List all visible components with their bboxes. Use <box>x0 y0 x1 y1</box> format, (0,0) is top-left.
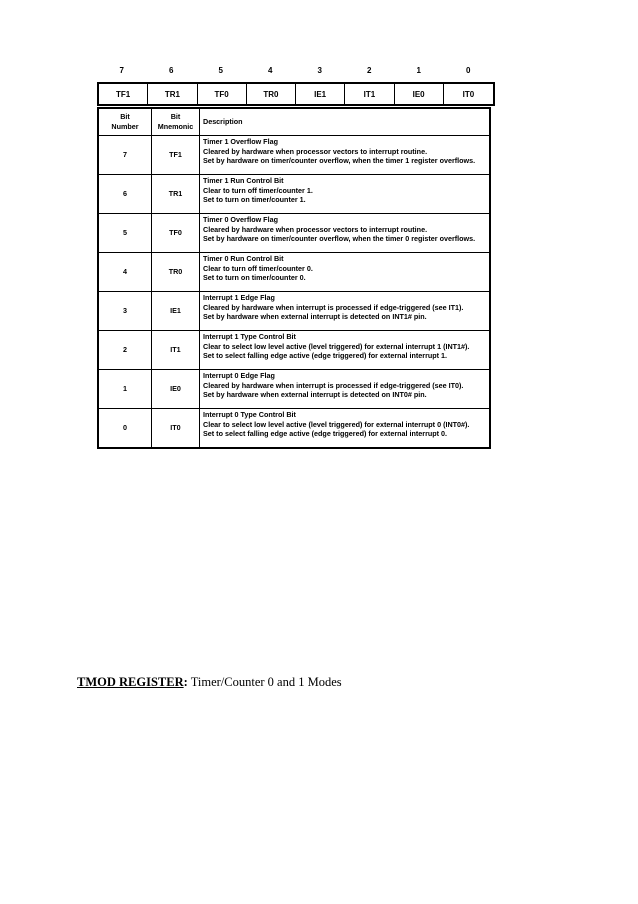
description-line: Cleared by hardware when processor vectors to interrupt routine. <box>203 146 428 156</box>
row-description <box>200 409 491 449</box>
description-title: Interrupt 1 Edge Flag <box>203 293 275 302</box>
bit-number: 7 <box>119 66 124 75</box>
bit-number: 5 <box>218 66 223 75</box>
row-bit-mnemonic: IE0 <box>152 370 200 409</box>
description-title: Timer 1 Run Control Bit <box>203 176 284 185</box>
row-description <box>200 292 491 331</box>
row-bit-mnemonic: TR1 <box>152 175 200 214</box>
bit-name-cell: IE0 <box>395 84 444 104</box>
description-title: Interrupt 1 Type Control Bit <box>203 332 296 341</box>
header-description: Description <box>200 108 491 136</box>
bit-number: 1 <box>416 66 421 75</box>
description-line: Cleared by hardware when processor vectors to interrupt routine. <box>203 224 428 234</box>
row-bit-number: 6 <box>98 175 152 214</box>
description-line: Set to turn on timer/counter 0. <box>203 273 306 283</box>
row-bit-number: 5 <box>98 214 152 253</box>
table-row <box>98 136 490 175</box>
description-line: Clear to select low level active (level triggered) for external interrupt 0 (INT0#). <box>203 419 470 429</box>
description-line: Clear to turn off timer/counter 0. <box>203 263 313 273</box>
row-description <box>200 214 491 253</box>
table-row <box>98 292 490 331</box>
tmod-register-heading <box>77 675 342 690</box>
table-row <box>98 214 490 253</box>
description-line: Set by hardware when external interrupt is detected on INT0# pin. <box>203 390 427 400</box>
bit-name-cell: TF1 <box>99 84 148 104</box>
row-bit-number: 0 <box>98 409 152 449</box>
row-bit-number: 7 <box>98 136 152 175</box>
row-bit-mnemonic: TF0 <box>152 214 200 253</box>
row-bit-number: 3 <box>98 292 152 331</box>
description-title: Interrupt 0 Type Control Bit <box>203 410 296 419</box>
table-row <box>98 409 490 449</box>
bit-name-cell: IT0 <box>462 89 475 99</box>
table-row <box>98 175 490 214</box>
description-line: Set by hardware on timer/counter overflow, when the timer 1 register overflows. <box>203 156 476 166</box>
description-line: Set to turn on timer/counter 1. <box>203 195 306 205</box>
tmod-label: TMOD REGISTER <box>77 675 184 689</box>
bit-name-cell: IT1 <box>345 84 394 104</box>
description-line: Set to select falling edge active (edge triggered) for external interrupt 1. <box>203 351 448 361</box>
table-row <box>98 370 490 409</box>
bit-description-table <box>97 107 491 449</box>
bit-number: 3 <box>317 66 322 75</box>
row-bit-number: 2 <box>98 331 152 370</box>
description-title: Timer 0 Overflow Flag <box>203 215 278 224</box>
row-bit-number: 4 <box>98 253 152 292</box>
description-line: Set by hardware on timer/counter overflow, when the timer 0 register overflows. <box>203 234 476 244</box>
bit-name-cell: TF0 <box>198 84 247 104</box>
table-header-row <box>98 108 490 136</box>
row-bit-mnemonic: IT1 <box>152 331 200 370</box>
tmod-description: Timer/Counter 0 and 1 Modes <box>187 675 342 689</box>
description-title: Timer 1 Overflow Flag <box>203 137 278 146</box>
row-description <box>200 370 491 409</box>
row-bit-mnemonic: TF1 <box>152 136 200 175</box>
bit-number: 2 <box>367 66 372 75</box>
row-bit-mnemonic: IT0 <box>152 409 200 449</box>
tmod-colon: : <box>183 675 188 689</box>
register-bit-names <box>97 82 495 106</box>
header-bit-number: Bit Number <box>98 108 152 136</box>
description-title: Interrupt 0 Edge Flag <box>203 371 275 380</box>
description-line: Clear to turn off timer/counter 1. <box>203 185 313 195</box>
description-line: Set by hardware when external interrupt is detected on INT1# pin. <box>203 312 427 322</box>
header-bit-mnemonic: Bit Mnemonic <box>152 108 200 136</box>
description-line: Clear to select low level active (level triggered) for external interrupt 1 (INT1#). <box>203 341 470 351</box>
bit-number: 6 <box>169 66 174 75</box>
description-title: Timer 0 Run Control Bit <box>203 254 284 263</box>
row-description <box>200 136 491 175</box>
row-bit-mnemonic: IE1 <box>152 292 200 331</box>
bit-name-cell: IE1 <box>296 84 345 104</box>
row-bit-number: 1 <box>98 370 152 409</box>
bit-number: 0 <box>466 66 471 75</box>
description-line: Set to select falling edge active (edge triggered) for external interrupt 0. <box>203 429 448 439</box>
table-row <box>98 253 490 292</box>
description-line: Cleared by hardware when interrupt is processed if edge-triggered (see IT1). <box>203 302 464 312</box>
row-description <box>200 253 491 292</box>
row-bit-mnemonic: TR0 <box>152 253 200 292</box>
description-line: Cleared by hardware when interrupt is processed if edge-triggered (see IT0). <box>203 380 464 390</box>
bit-name-cell: TR0 <box>247 84 296 104</box>
bit-number-row <box>97 66 493 80</box>
row-description <box>200 331 491 370</box>
bit-number: 4 <box>268 66 273 75</box>
table-row <box>98 331 490 370</box>
row-description <box>200 175 491 214</box>
bit-name-cell: TR1 <box>148 84 197 104</box>
